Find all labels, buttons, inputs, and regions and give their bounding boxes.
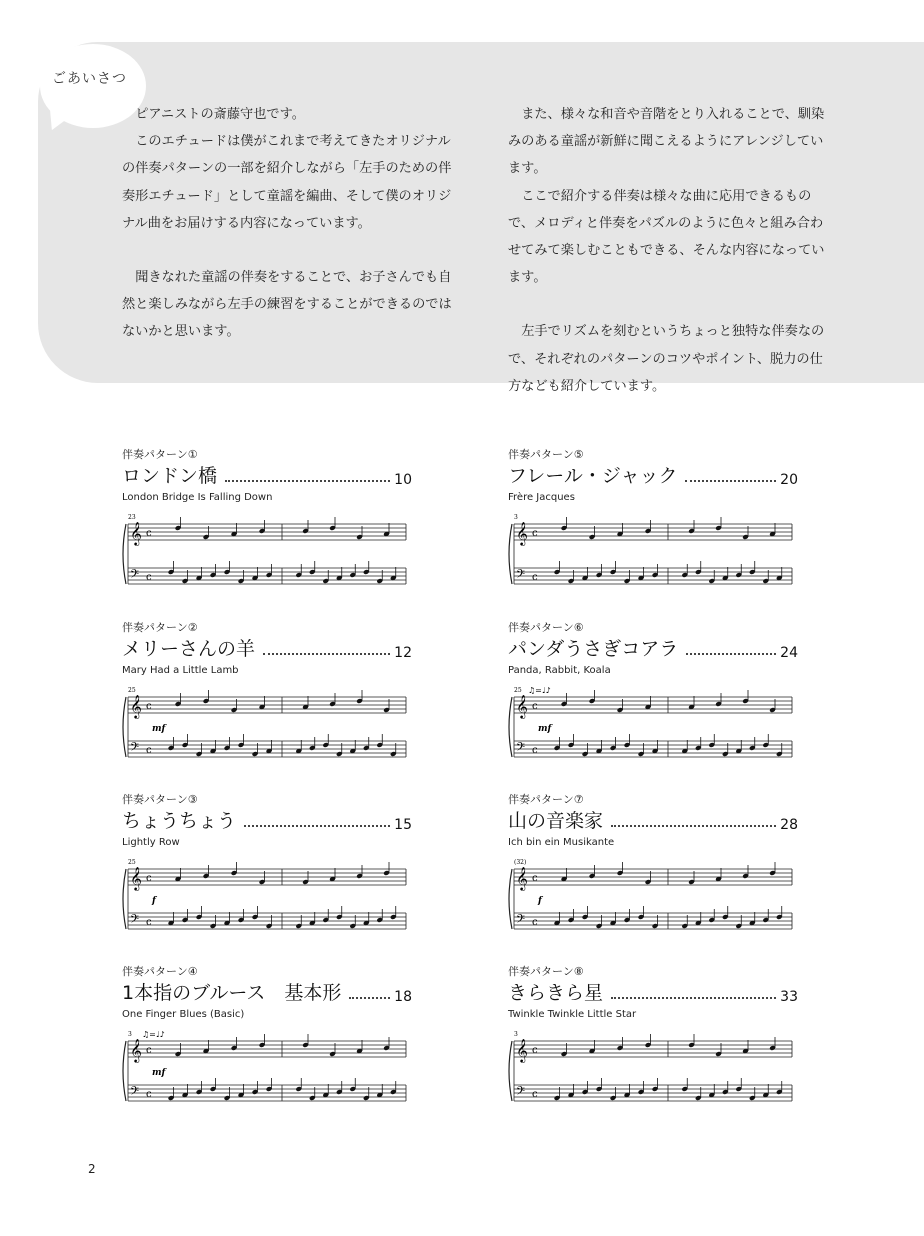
score-excerpt bbox=[508, 857, 798, 943]
page-ref: 12 bbox=[394, 645, 412, 661]
greeting-paragraph: また、様々な和音や音階をとり入れることで、馴染みのある童謡が新鮮に聞こえるようにアレンジしています。 bbox=[508, 107, 825, 177]
time-signature: c bbox=[532, 873, 538, 884]
pattern-entry[interactable] bbox=[122, 791, 412, 943]
dot-leader bbox=[244, 825, 390, 827]
pattern-entry[interactable] bbox=[122, 963, 412, 1115]
pattern-english-title: Twinkle Twinkle Little Star bbox=[508, 1009, 637, 1020]
tempo-mark: ♫=♩♪ bbox=[528, 686, 551, 695]
greeting-paragraph: ピアニストの斎藤守也です。 bbox=[135, 107, 305, 122]
pattern-title: 1本指のブルース 基本形 bbox=[122, 982, 342, 1004]
pattern-title: パンダうさぎコアラ bbox=[508, 638, 679, 660]
pattern-title: ちょうちょう bbox=[122, 810, 237, 832]
score-excerpt bbox=[122, 512, 412, 598]
dot-leader bbox=[685, 480, 776, 482]
page-ref: 28 bbox=[780, 817, 798, 833]
score-excerpt bbox=[122, 685, 412, 771]
greeting-left-column bbox=[122, 101, 452, 346]
pattern-title: きらきら星 bbox=[508, 982, 604, 1004]
pattern-label: 伴奏パターン⑧ bbox=[508, 965, 584, 978]
page-ref: 20 bbox=[780, 472, 798, 488]
score-excerpt bbox=[508, 512, 798, 598]
page-ref: 15 bbox=[394, 817, 412, 833]
pattern-title: メリーさんの羊 bbox=[122, 638, 256, 660]
greeting-paragraph: ここで紹介する伴奏は様々な曲に応用できるもので、メロディと伴奏をパズルのように色々と組み合わせてみて楽しむこともできる、そんな内容になっています。 bbox=[508, 188, 825, 286]
time-signature: c bbox=[146, 745, 152, 756]
pattern-label: 伴奏パターン④ bbox=[122, 965, 198, 978]
dynamic-mark: f bbox=[538, 896, 542, 906]
time-signature: c bbox=[532, 572, 538, 583]
page-ref: 10 bbox=[394, 472, 412, 488]
page-ref: 24 bbox=[780, 645, 798, 661]
greeting-heading: ごあいさつ bbox=[52, 71, 127, 87]
greeting-right-column bbox=[508, 101, 828, 400]
pattern-entry[interactable] bbox=[508, 791, 798, 943]
bass-clef: 𝄢 bbox=[516, 1085, 526, 1101]
bass-clef: 𝄢 bbox=[516, 913, 526, 929]
score-excerpt bbox=[122, 857, 412, 943]
pattern-label: 伴奏パターン⑤ bbox=[508, 448, 584, 461]
time-signature: c bbox=[146, 1089, 152, 1100]
dot-leader bbox=[686, 653, 776, 655]
time-signature: c bbox=[532, 701, 538, 712]
pattern-english-title: Lightly Row bbox=[122, 837, 180, 848]
staff-brace bbox=[509, 1041, 512, 1101]
pattern-entry[interactable] bbox=[122, 446, 412, 598]
treble-clef: 𝄞 bbox=[130, 1038, 142, 1062]
time-signature: c bbox=[146, 701, 152, 712]
pattern-title: 山の音楽家 bbox=[508, 810, 604, 832]
treble-clef: 𝄞 bbox=[130, 694, 142, 718]
dynamic-mark: mf bbox=[152, 1068, 166, 1078]
time-signature: c bbox=[532, 917, 538, 928]
pattern-title: フレール・ジャック bbox=[508, 465, 678, 487]
pattern-label: 伴奏パターン⑥ bbox=[508, 621, 584, 634]
pattern-english-title: One Finger Blues (Basic) bbox=[122, 1009, 245, 1020]
dot-leader bbox=[611, 825, 776, 827]
staff-brace bbox=[123, 869, 126, 929]
score-excerpt bbox=[122, 1029, 412, 1115]
dynamic-mark: f bbox=[152, 896, 156, 906]
treble-clef: 𝄞 bbox=[516, 521, 528, 545]
measure-number: 25 bbox=[128, 859, 136, 866]
tempo-mark: ♫=♩♪ bbox=[142, 1030, 165, 1039]
measure-number: 3 bbox=[514, 1031, 518, 1038]
pattern-entry[interactable] bbox=[508, 619, 798, 771]
staff-brace bbox=[123, 1041, 126, 1101]
pattern-english-title: Frère Jacques bbox=[508, 492, 575, 503]
pattern-title: ロンドン橋 bbox=[122, 465, 218, 487]
treble-clef: 𝄞 bbox=[516, 866, 528, 890]
bass-clef: 𝄢 bbox=[130, 568, 140, 584]
dot-leader bbox=[611, 997, 776, 999]
bass-clef: 𝄢 bbox=[130, 741, 140, 757]
dot-leader bbox=[349, 997, 390, 999]
greeting-paragraph: 聞きなれた童謡の伴奏をすることで、お子さんでも自然と楽しみながら左手の練習をすることができるのではないかと思います。 bbox=[122, 270, 452, 340]
pattern-english-title: London Bridge Is Falling Down bbox=[122, 492, 273, 503]
page-number: 2 bbox=[88, 1162, 96, 1176]
dot-leader bbox=[263, 653, 390, 655]
staff-brace bbox=[123, 524, 126, 584]
pattern-entry[interactable] bbox=[508, 963, 798, 1115]
pattern-english-title: Mary Had a Little Lamb bbox=[122, 665, 239, 676]
staff-brace bbox=[123, 697, 126, 757]
pattern-entry[interactable] bbox=[508, 446, 798, 598]
dynamic-mark: mf bbox=[152, 724, 166, 734]
treble-clef: 𝄞 bbox=[130, 866, 142, 890]
bass-clef: 𝄢 bbox=[130, 1085, 140, 1101]
dot-leader bbox=[225, 480, 390, 482]
time-signature: c bbox=[146, 528, 152, 539]
time-signature: c bbox=[532, 528, 538, 539]
bass-clef: 𝄢 bbox=[516, 568, 526, 584]
dynamic-mark: mf bbox=[538, 724, 552, 734]
measure-number: (32) bbox=[514, 859, 527, 866]
staff-brace bbox=[509, 524, 512, 584]
score-excerpt bbox=[508, 685, 798, 771]
pattern-label: 伴奏パターン③ bbox=[122, 793, 198, 806]
time-signature: c bbox=[146, 873, 152, 884]
pattern-english-title: Ich bin ein Musikante bbox=[508, 837, 615, 848]
bass-clef: 𝄢 bbox=[516, 741, 526, 757]
staff-brace bbox=[509, 869, 512, 929]
page-ref: 33 bbox=[780, 989, 798, 1005]
measure-number: 3 bbox=[128, 1031, 132, 1038]
measure-number: 25 bbox=[514, 687, 522, 694]
pattern-label: 伴奏パターン① bbox=[122, 448, 198, 461]
time-signature: c bbox=[146, 1045, 152, 1056]
pattern-label: 伴奏パターン⑦ bbox=[508, 793, 584, 806]
pattern-label: 伴奏パターン② bbox=[122, 621, 198, 634]
time-signature: c bbox=[146, 917, 152, 928]
measure-number: 25 bbox=[128, 687, 136, 694]
greeting-paragraph: 左手でリズムを刻むというちょっと独特な伴奏なので、それぞれのパターンのコツやポイント、脱力の仕方なども紹介しています。 bbox=[508, 324, 825, 394]
treble-clef: 𝄞 bbox=[516, 1038, 528, 1062]
measure-number: 23 bbox=[128, 514, 136, 521]
time-signature: c bbox=[532, 1045, 538, 1056]
treble-clef: 𝄞 bbox=[130, 521, 142, 545]
score-excerpt bbox=[508, 1029, 798, 1115]
measure-number: 3 bbox=[514, 514, 518, 521]
page-ref: 18 bbox=[394, 989, 412, 1005]
treble-clef: 𝄞 bbox=[516, 694, 528, 718]
time-signature: c bbox=[532, 745, 538, 756]
bass-clef: 𝄢 bbox=[130, 913, 140, 929]
time-signature: c bbox=[532, 1089, 538, 1100]
pattern-english-title: Panda, Rabbit, Koala bbox=[508, 665, 611, 676]
pattern-entry[interactable] bbox=[122, 619, 412, 771]
staff-brace bbox=[509, 697, 512, 757]
greeting-paragraph: このエチュードは僕がこれまで考えてきたオリジナルの伴奏パターンの一部を紹介しながら「左手のための伴奏形エチュード」として童謡を編曲、そして僕のオリジナル曲をお届けする内容になっています。 bbox=[122, 134, 452, 231]
time-signature: c bbox=[146, 572, 152, 583]
